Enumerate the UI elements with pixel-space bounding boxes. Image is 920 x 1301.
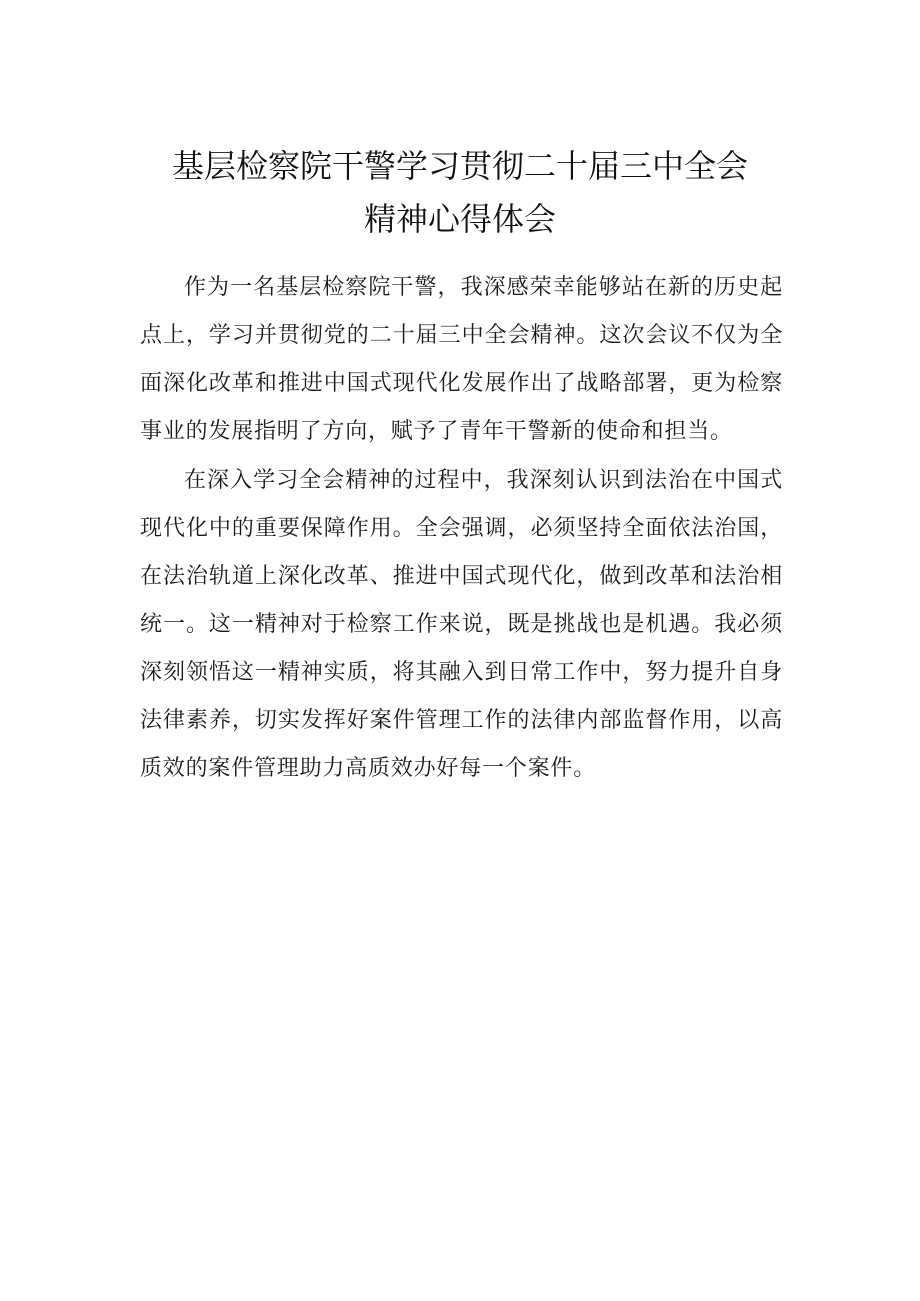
body-paragraph: 在深入学习全会精神的过程中，我深刻认识到法治在中国式现代化中的重要保障作用。全会强调，必须坚持全面依法治国，在法治轨道上深化改革、推进中国式现代化，做到改革和法治相统一。这一精神对于检察工作来说，既是挑战也是机遇。我必须深刻领悟这一精神实质，将其融入到日常工作中，努力提升自身法律素养，切实发挥好案件管理工作的法律内部监督作用，以高质效的案件管理助力高质效办好每一个案件。	[140, 468, 783, 781]
document-title-line-2: 精神心得体会	[363, 200, 556, 238]
document-title-line-1: 基层检察院干警学习贯彻二十届三中全会	[171, 147, 748, 185]
body-paragraph: 作为一名基层检察院干警，我深感荣幸能够站在新的历史起点上，学习并贯彻党的二十届三中全会精神。这次会议不仅为全面深化改革和推进中国式现代化发展作出了战略部署，更为检察事业的发展指明了方向，赋予了青年干警新的使命和担当。	[140, 275, 783, 444]
